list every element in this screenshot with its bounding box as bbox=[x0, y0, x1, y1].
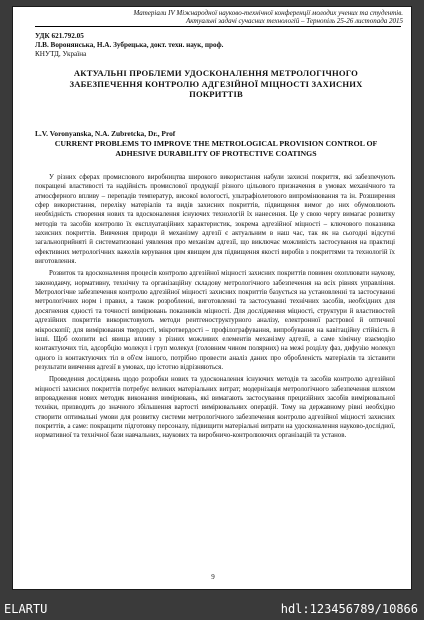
article-body bbox=[35, 173, 395, 444]
header-line-1: Матеріали IV Міжнародної науково-технічної конференції молодих учених та студентів. bbox=[133, 9, 403, 17]
article-meta bbox=[35, 32, 395, 59]
conference-header bbox=[103, 9, 403, 25]
paragraph-3: Проведення досліджень щодо розробки нових та удосконалення існуючих методів та засобів контролю адгезійної міцності захисних покриттів потребує великих матеріальних витрат; модернізація метрологічного забезпечення шляхом впровадження нових методик виконання вимірювань, які вимагають застосування прецизійних засобів вимірювальної техніки, призводить до значного збільшення вартості вимірювальних операцій. Тому на державному рівні необхідно створити оптимальні умови для розвитку системи метрологічного забезпечення контролю адгезійної міцності захисних покриттів, а саме: покращити підготовку персоналу, підвищити матеріальні витрати на удосконалення науково-дослідної, нормативної та технічної бази навчальних, наукових та виробничо-контролюючих організацій та установ. bbox=[35, 376, 395, 440]
authors-en: L.V. Voronyanska, N.A. Zubretcka, Dr., Prof bbox=[35, 129, 176, 138]
header-line-2: Актуальні задачі сучасних технологій – Тернопіль 25-26 листопада 2015 bbox=[185, 17, 403, 25]
header-rule bbox=[35, 26, 401, 27]
footer-left-label: ELARTU bbox=[4, 602, 48, 616]
page-number: 9 bbox=[211, 573, 215, 581]
udk-code: УДК 621.792.05 bbox=[35, 32, 84, 40]
repository-footer bbox=[0, 598, 424, 620]
title-en: CURRENT PROBLEMS TO IMPROVE THE METROLOGICAL PROVISION CONTROL OF ADHESIVE DURABILITY OF PROTECTIVE COATINGS bbox=[54, 139, 378, 158]
paragraph-2: Розвиток та вдосконалення процесів контролю адгезійної міцності захисних покриттів повинен охоплювати наукову, законодавчу, нормативну, технічну та організаційну складову метрологічного забезпечення на всіх рівнях управління. Метрологічне забезпечення контролю адгезійної міцності захисних покриттів базується на установленні та застосуванні метрологічних норм і правил, а також розробленні, виготовленні та застосуванні технічних засобів, необхідних для досягнення єдності та точності вимірювань показників міцності. Для дослідження міцності, структури й властивостей адгезійних покриттів використовують методи рентгеноструктурного аналізу, електронної растрової й оптичної мікроскопії; для вимірювання твердості, мікротвердості – профілографування, випробування на кавітаційну стійкість й інші. Щоб охопити всі явища впливу з різних можливих елементів механізму адгезії, а саме хімічну взаємодію контактуючих тіл, адсорбцію молекул і груп молекул (головним чином полярних) на межі розділу фаз, дифузію молекул одного із контактуючих тіл в об'єм іншого, потрібно провести аналіз даних про обробленість матеріалів та зіставити результати вивчення адгезії в умовах, що істотно відрізняються. bbox=[35, 270, 395, 371]
document-page bbox=[12, 6, 412, 590]
paragraph-1: У різних сферах промислового виробництва широкого використання набули захисні покриття, які забезпечують покращені властивості та надійність промислової продукції різного цільового призначення в умовах механічного та атмосферного впливу – перепадів температур, високої вологості, ультрафіолетового випромінювання та ін. Розширення сфер використання, переліку матеріалів та видів захисних покриттів, підвищення вимог до них обумовлюють необхідність створення нових та вдосконалення існуючих технологій їх нанесення. Це у свою чергу вимагає розвитку методів та засобів контролю їх експлуатаційних характеристик, зокрема адгезійної міцності – ключового показника захисних покриттів. Вивчення природи й механізму адгезії є актуальним в наш час, так як на сьогодні відсутні загальноприйняті й систематизовані уявлення про механізм адгезії, що виключає можливість застосування на практиці ефективних метрологічних важелів керування цим явищем для підвищення якості виробів з покриттями та технологій їх виготовлення. bbox=[35, 174, 395, 266]
organization: КНУТД, Україна bbox=[35, 50, 87, 58]
title-ua: АКТУАЛЬНІ ПРОБЛЕМИ УДОСКОНАЛЕННЯ МЕТРОЛОГІЧНОГО ЗАБЕЗПЕЧЕННЯ КОНТРОЛЮ АДГЕЗІЙНОЇ МІЦНОСТІ ЗАХИСНИХ ПОКРИТТІВ bbox=[69, 68, 363, 99]
footer-handle: hdl:123456789/10866 bbox=[280, 602, 418, 616]
authors-ua: Л.В. Воронянська, Н.А. Зубрецька, докт. техн. наук, проф. bbox=[35, 41, 224, 49]
